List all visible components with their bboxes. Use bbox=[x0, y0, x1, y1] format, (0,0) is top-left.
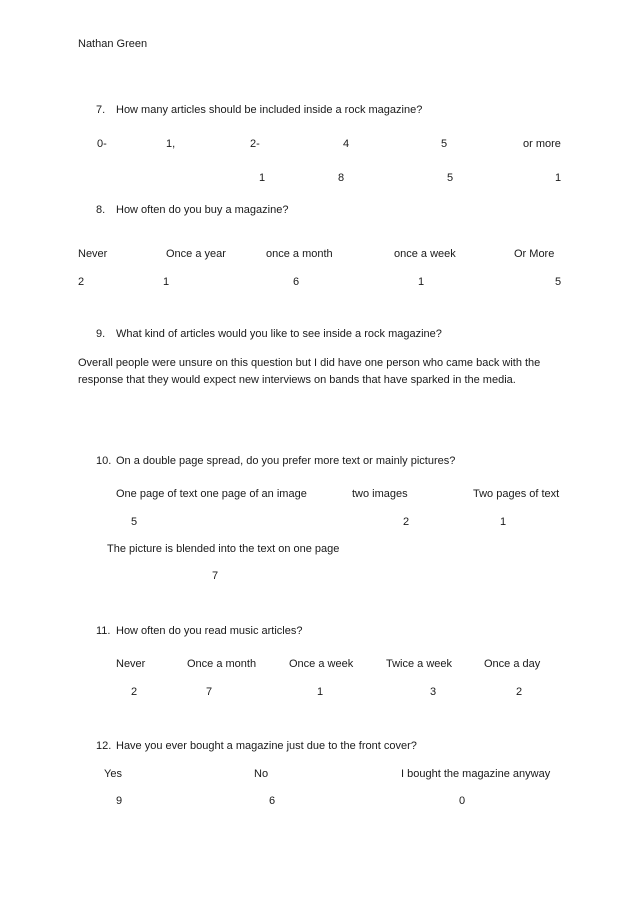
q10-extra-count: 7 bbox=[212, 570, 219, 582]
q7-option: 4 bbox=[343, 138, 350, 150]
q11-option: Twice a week bbox=[386, 658, 453, 670]
q7-number: 7. bbox=[96, 104, 106, 116]
q8-option: once a month bbox=[266, 248, 333, 260]
author-name: Nathan Green bbox=[78, 38, 148, 50]
q7-count: 1 bbox=[259, 172, 266, 184]
q11-count: 2 bbox=[516, 686, 523, 698]
q8-question: How often do you buy a magazine? bbox=[116, 204, 289, 216]
q12-option: No bbox=[254, 768, 269, 780]
q11-option: Once a day bbox=[484, 658, 541, 670]
q8-count: 1 bbox=[163, 276, 170, 288]
q7-count: 1 bbox=[555, 172, 562, 184]
q7-question: How many articles should be included inside a rock magazine? bbox=[116, 104, 423, 116]
q10-question: On a double page spread, do you prefer more text or mainly pictures? bbox=[116, 455, 456, 467]
q12-count: 9 bbox=[116, 795, 123, 807]
q7-count: 8 bbox=[338, 172, 345, 184]
q8-count: 5 bbox=[555, 276, 562, 288]
q8-option: once a week bbox=[394, 248, 456, 260]
q10-extra-option: The picture is blended into the text on one page bbox=[107, 543, 340, 555]
q8-option: Once a year bbox=[166, 248, 226, 260]
q8-count: 1 bbox=[418, 276, 425, 288]
q7-option: 1, bbox=[166, 138, 176, 150]
q10-option: Two pages of text bbox=[473, 488, 560, 500]
q7-option: 5 bbox=[441, 138, 448, 150]
q12-option: I bought the magazine anyway bbox=[401, 768, 551, 780]
q7-count: 5 bbox=[447, 172, 454, 184]
q11-count: 2 bbox=[131, 686, 138, 698]
q12-option: Yes bbox=[104, 768, 122, 780]
q9-number: 9. bbox=[96, 328, 106, 340]
q8-count: 2 bbox=[78, 276, 85, 288]
q10-count: 2 bbox=[403, 516, 410, 528]
q10-option: One page of text one page of an image bbox=[116, 488, 307, 500]
q7-option: 2- bbox=[250, 138, 260, 150]
q11-count: 3 bbox=[430, 686, 437, 698]
q9-question: What kind of articles would you like to see inside a rock magazine? bbox=[116, 328, 442, 340]
q8-option: Never bbox=[78, 248, 108, 260]
q10-count: 5 bbox=[131, 516, 138, 528]
q11-count: 1 bbox=[317, 686, 324, 698]
q11-option: Once a month bbox=[187, 658, 257, 670]
q7-option: 0- bbox=[97, 138, 107, 150]
q9-response: Overall people were unsure on this question but I did have one person who came back with the response that they would expect new interviews on bands that have sparked in the media. bbox=[78, 357, 541, 386]
q8-number: 8. bbox=[96, 204, 106, 216]
q8-option: Or More bbox=[514, 248, 555, 260]
q8-count: 6 bbox=[293, 276, 300, 288]
q11-count: 7 bbox=[206, 686, 213, 698]
q12-question: Have you ever bought a magazine just due to the front cover? bbox=[116, 740, 417, 752]
q7-option: or more bbox=[523, 138, 561, 150]
q10-option: two images bbox=[352, 488, 408, 500]
q12-number: 12. bbox=[96, 740, 112, 752]
q12-count: 6 bbox=[269, 795, 276, 807]
q11-option: Never bbox=[116, 658, 146, 670]
q10-number: 10. bbox=[96, 455, 112, 467]
q11-number: 11. bbox=[96, 625, 111, 637]
q12-count: 0 bbox=[459, 795, 466, 807]
q10-count: 1 bbox=[500, 516, 507, 528]
q11-option: Once a week bbox=[289, 658, 354, 670]
q11-question: How often do you read music articles? bbox=[116, 625, 303, 637]
